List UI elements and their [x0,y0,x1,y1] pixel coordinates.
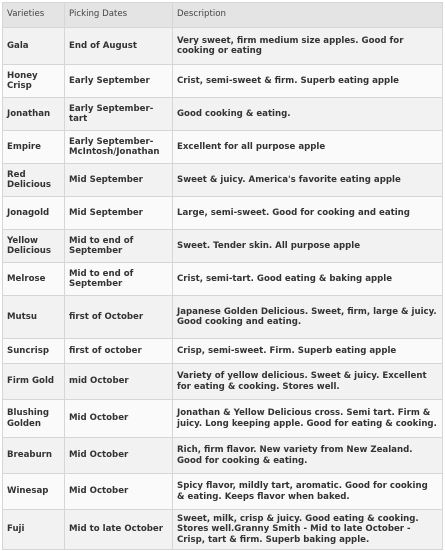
variety-cell: Mutsu [3,296,65,338]
table-row [3,230,442,263]
table-row [3,28,442,65]
description-cell: Good cooking & eating. [177,108,291,119]
description-cell: Sweet, milk, crisp & juicy. Good eating & cooking. Stores well.Granny Smith - Mid to late October - Crisp, tart & firm. Superb baking apple. [177,513,419,545]
table-row [3,474,442,510]
picking-date-cell: Mid September [65,164,173,196]
variety-cell: Fuji [3,510,65,549]
variety-cell: Red Delicious [3,164,65,196]
variety-cell: Breaburn [3,438,65,473]
picking-date-cell: Mid October [65,438,173,473]
variety-cell: Winesap [3,474,65,509]
table-row [3,164,442,197]
variety-cell: Honey Crisp [3,65,65,97]
description-cell: Crist, semi-sweet & firm. Superb eating apple [177,75,399,86]
picking-date-cell: mid October [65,364,173,399]
table-row [3,98,442,131]
table-row [3,400,442,438]
picking-date-cell: Mid to late October [65,510,173,549]
table-row [3,364,442,400]
picking-date-cell: Mid September [65,197,173,229]
description-cell: Sweet & juicy. America's favorite eating apple [177,174,401,185]
description-cell: Crist, semi-tart. Good eating & baking apple [177,273,393,284]
picking-date-cell: Early September-McIntosh/Jonathan [65,131,173,163]
table-row [3,263,442,296]
variety-cell: Firm Gold [3,364,65,399]
picking-date-cell: Mid October [65,474,173,509]
description-cell: Excellent for all purpose apple [177,141,326,152]
variety-cell: Empire [3,131,65,163]
picking-date-cell: Mid to end of September [65,230,173,262]
variety-cell: Gala [3,28,65,64]
description-cell: Spicy flavor, mildly tart, aromatic. Good for cooking & eating. Keeps flavor when baked. [177,481,428,502]
description-cell: Large, semi-sweet. Good for cooking and eating [177,207,410,218]
description-cell: Very sweet, firm medium size apples. Good for cooking or eating [177,35,404,56]
description-cell: Sweet. Tender skin. All purpose apple [177,240,361,251]
column-header-description: Description [177,9,226,19]
column-header-varieties: Varieties [3,3,65,27]
variety-cell: Blushing Golden [3,400,65,437]
table-row [3,131,442,164]
variety-cell: Yellow Delicious [3,230,65,262]
apple-varieties-table [2,2,443,550]
table-row [3,510,442,550]
table-row [3,296,442,339]
table-header-row [3,2,442,28]
picking-date-cell: End of August [65,28,173,64]
table-row [3,197,442,230]
picking-date-cell: first of October [65,296,173,338]
table-row [3,438,442,474]
picking-date-cell: first of october [65,339,173,363]
description-cell: Variety of yellow delicious. Sweet & juicy. Excellent for eating & cooking. Stores well. [177,371,427,392]
picking-date-cell: Early September [65,65,173,97]
picking-date-cell: Early September-tart [65,98,173,130]
table-row [3,339,442,364]
description-cell: Crisp, semi-sweet. Firm. Superb eating apple [177,345,397,356]
variety-cell: Suncrisp [3,339,65,363]
description-cell: Jonathan & Yellow Delicious cross. Semi tart. Firm & juicy. Long keeping apple. Good for eating & cooking. [177,408,437,429]
variety-cell: Jonagold [3,197,65,229]
description-cell: Japanese Golden Delicious. Sweet, firm, large & juicy. Good cooking and eating. [177,306,437,327]
description-cell: Rich, firm flavor. New variety from New Zealand. Good for cooking & eating. [177,445,413,466]
picking-date-cell: Mid to end of September [65,263,173,295]
variety-cell: Melrose [3,263,65,295]
variety-cell: Jonathan [3,98,65,130]
column-header-picking-dates: Picking Dates [65,3,173,27]
picking-date-cell: Mid October [65,400,173,437]
table-row [3,65,442,98]
